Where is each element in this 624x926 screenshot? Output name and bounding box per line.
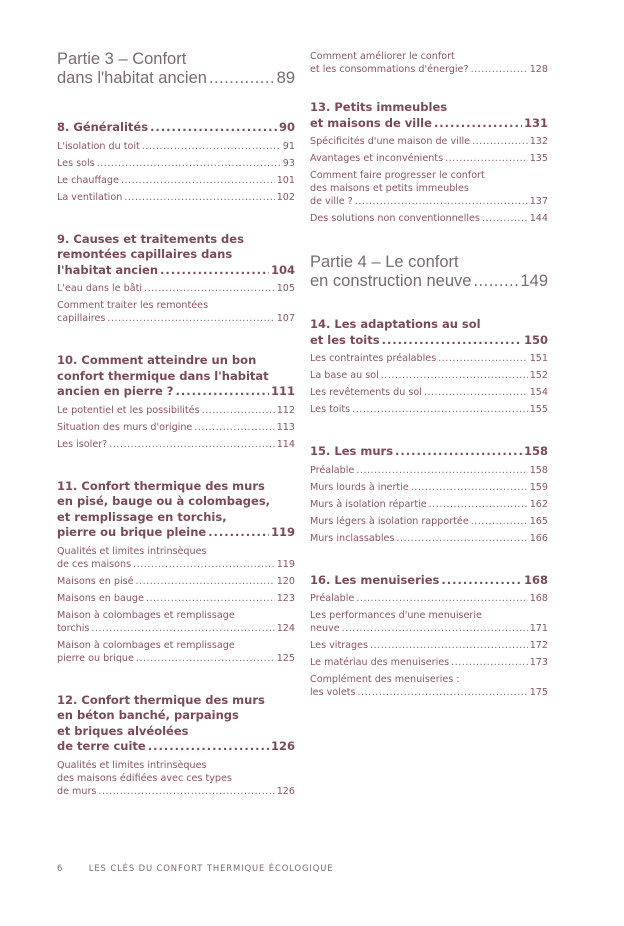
chapter-title-page: 111 (270, 384, 295, 398)
toc-entry-text: La ventilation (57, 191, 123, 203)
chapter-title-text: 16. Les menuiseries (310, 572, 440, 587)
toc-entry-text: de ville ? (310, 196, 353, 207)
toc-entry-page: 137 (529, 196, 548, 207)
toc-entry-page: 165 (529, 515, 548, 527)
chapter-title (310, 100, 548, 131)
chapter-title (310, 573, 548, 589)
toc-entry (57, 759, 295, 798)
chapter-title-line: 11. Confort thermique des murs (57, 478, 265, 493)
toc-entry-page: 120 (276, 575, 295, 587)
toc-entry-page: 114 (276, 438, 295, 450)
chapter-title-row (57, 739, 295, 755)
toc-entry (310, 609, 548, 635)
chapter-title-text: l'habitat ancien (57, 262, 159, 277)
chapter-title (57, 232, 295, 279)
toc-entry-row (57, 652, 295, 665)
page-footer (57, 863, 333, 873)
part-4-title (310, 253, 548, 291)
toc-entry (310, 673, 548, 699)
toc-entry-page: 166 (529, 532, 548, 544)
toc-entry (57, 299, 295, 325)
chapter-title-row (57, 120, 295, 136)
toc-entry-text: Préalable (310, 593, 355, 604)
toc-entry-page: 171 (529, 623, 548, 634)
chapter-left-4 (57, 693, 295, 798)
toc-entry (310, 212, 548, 225)
chapter-title-text: de terre cuite (57, 739, 146, 753)
toc-entry (57, 575, 295, 588)
toc-entry-page: 135 (529, 153, 548, 164)
chapter-title-page: 104 (270, 262, 295, 277)
chapter-title-page: 90 (278, 120, 295, 134)
part-3-page: 89 (276, 69, 295, 87)
toc-entry-text: de ces maisons (57, 558, 132, 570)
chapter-title (310, 317, 548, 348)
toc-entry-line: des maisons édifiées avec ces types (57, 772, 232, 784)
chapter-title-line: 10. Comment atteindre un bon (57, 353, 257, 367)
toc-entry (310, 592, 548, 605)
toc-entry (57, 174, 295, 187)
chapter-title-line: et briques alvéolées (57, 723, 189, 738)
chapter-title-line: remontées capillaires dans (57, 247, 233, 261)
toc-entry-line: Les performances d'une menuiserie (310, 610, 482, 621)
chapter-title-line: 12. Confort thermique des murs (57, 692, 265, 707)
toc-entry-text: Murs à isolation répartie (310, 498, 427, 510)
toc-entry-text: Murs inclassables (310, 532, 395, 544)
toc-entry-text: Maisons en bauge (57, 592, 144, 604)
chapter-title (57, 353, 295, 400)
toc-entry-text: torchis (57, 622, 90, 634)
toc-entry (57, 421, 295, 434)
toc-entry-row (57, 404, 295, 417)
toc-entry-page: 119 (276, 558, 295, 570)
toc-entry-line: Qualités et limites intrinsèques (57, 545, 207, 557)
toc-entry-text: Spécificités d'une maison de ville (310, 136, 471, 147)
toc-entry (310, 352, 548, 365)
toc-entry-text: Les vitrages (310, 640, 369, 651)
toc-entry-row (310, 515, 548, 528)
chapter-title-text: pierre ou brique pleine (57, 525, 207, 539)
toc-entry (57, 191, 295, 204)
toc-entry (310, 403, 548, 416)
toc-entry (310, 50, 548, 76)
toc-entry-row (57, 558, 295, 571)
chapter-title-text: ancien en pierre ? (57, 384, 174, 398)
toc-entry (310, 639, 548, 652)
toc-entry-row (310, 481, 548, 494)
chapter-right-b-0 (310, 317, 548, 416)
chapter-right-b-2 (310, 573, 548, 700)
part-3-line2: dans l'habitat ancien (57, 69, 207, 87)
chapter-right-a-0 (310, 100, 548, 225)
toc-entry-text: pierre ou brique (57, 652, 134, 664)
chapter-title (310, 444, 548, 460)
right-chapter-list-b (310, 317, 548, 699)
toc-entry-page: 112 (276, 404, 295, 416)
toc-entry-page: 144 (529, 213, 548, 224)
toc-entry-text: Les contraintes préalables (310, 353, 437, 364)
toc-entry-text: Les toits (310, 404, 351, 415)
toc-entry-page: 155 (529, 404, 548, 415)
toc-entry (57, 438, 295, 451)
toc-entry-row (57, 575, 295, 588)
toc-entry-page: 154 (529, 387, 548, 398)
toc-entry (310, 135, 548, 148)
footer-book-title: LES CLÉS DU CONFORT THERMIQUE ÉCOLOGIQUE (88, 863, 334, 873)
toc-entry-text: Les sols (57, 157, 95, 169)
toc-entry (57, 592, 295, 605)
chapter-left-2 (57, 353, 295, 451)
toc-entry (310, 498, 548, 511)
toc-entry-page: 102 (276, 191, 295, 203)
chapter-title-row (57, 525, 295, 541)
toc-entry-page: 93 (282, 157, 295, 169)
chapter-title-text: 8. Généralités (57, 120, 149, 134)
chapter-title-row (57, 263, 295, 279)
left-chapter-list (57, 120, 295, 798)
toc-entry-row (57, 140, 295, 153)
toc-entry-text: capillaires (57, 313, 106, 324)
toc-entry-row (310, 464, 548, 477)
toc-entry-text: Situation des murs d'origine (57, 421, 193, 433)
toc-entry (310, 515, 548, 528)
toc-entry-row (57, 191, 295, 204)
chapter-title-row (310, 116, 548, 132)
toc-entry-text: Murs lourds à inertie (310, 481, 409, 493)
chapter-title-line: confort thermique dans l'habitat (57, 368, 269, 383)
right-chapter-list-a (310, 100, 548, 225)
toc-entry-row (57, 438, 295, 451)
toc-entry (310, 481, 548, 494)
part-4-line2: en construction neuve (310, 272, 472, 290)
toc-entry-text: L'isolation du toit (57, 140, 140, 152)
toc-entry-page: 101 (276, 174, 295, 186)
chapter-title-row (310, 444, 548, 460)
toc-entry-page: 172 (529, 640, 548, 651)
chapter-title-text: et les toits (310, 332, 380, 347)
toc-entry-line: Comment faire progresser le confort (310, 170, 485, 181)
toc-entry-page: 158 (529, 464, 548, 476)
toc-entry (310, 532, 548, 545)
footer-page-number: 6 (57, 863, 64, 873)
toc-entry-row (310, 498, 548, 511)
toc-entry-page: 126 (276, 785, 295, 797)
chapter-title-row (310, 333, 548, 349)
toc-entry-text: Murs légers à isolation rapportée (310, 515, 469, 527)
toc-entry-text: Préalable (310, 464, 355, 476)
chapter-left-3 (57, 479, 295, 665)
toc-entry-text: les volets (310, 687, 356, 698)
toc-entry-text: Les revêtements du sol (310, 387, 422, 398)
toc-entry-row (310, 686, 548, 699)
toc-entry-page: 91 (282, 140, 295, 152)
toc-entry (310, 369, 548, 382)
chapter-title (57, 479, 295, 541)
chapter-title-row (310, 573, 548, 589)
toc-entry-text: neuve (310, 623, 340, 634)
toc-entry (310, 464, 548, 477)
toc-entry-text: Maisons en pisé (57, 575, 134, 587)
chapter-title-page: 168 (523, 572, 548, 587)
toc-entry-row (310, 532, 548, 545)
toc-entry-line: Complément des menuiseries : (310, 674, 460, 685)
toc-entry-text: et les consommations d'énergie? (310, 64, 469, 75)
chapter-title-page: 131 (523, 115, 548, 130)
toc-entry-line: des maisons et petits immeubles (310, 183, 469, 194)
toc-entry-row (310, 386, 548, 399)
toc-entry-row (310, 63, 548, 76)
toc-entry-line: Maison à colombages et remplissage (57, 639, 235, 651)
chapter-title-page: 126 (270, 739, 295, 753)
left-column (57, 50, 295, 826)
toc-entry (57, 157, 295, 170)
chapter-left-1 (57, 232, 295, 326)
chapter-title-page: 119 (270, 525, 295, 539)
toc-entry-page: 132 (529, 136, 548, 147)
toc-entry-row (57, 157, 295, 170)
toc-entry-row (310, 195, 548, 208)
toc-entry-text: La base au sol (310, 370, 379, 381)
toc-entry (57, 609, 295, 635)
toc-entry-row (310, 369, 548, 382)
chapter-title-row (57, 384, 295, 400)
toc-entry (57, 639, 295, 665)
toc-entry-page: 159 (529, 481, 548, 493)
toc-entry (310, 169, 548, 208)
toc-entry (310, 386, 548, 399)
toc-entry-row (57, 174, 295, 187)
toc-entry-row (310, 135, 548, 148)
toc-entry-page: 105 (276, 283, 295, 294)
toc-entry-row (310, 152, 548, 165)
toc-entry-page: 151 (529, 353, 548, 364)
toc-entry-text: de murs (57, 785, 97, 797)
chapter-title-page: 158 (523, 444, 548, 458)
toc-entry-text: Le matériau des menuiseries (310, 657, 450, 668)
chapter-title (57, 693, 295, 755)
toc-entry-text: Des solutions non conventionnelles (310, 213, 480, 224)
toc-entry-row (57, 282, 295, 295)
chapter-title-text: 15. Les murs (310, 444, 394, 458)
chapter-title-line: en pisé, bauge ou à colombages, (57, 494, 271, 508)
toc-entry-line: Comment améliorer le confort (310, 51, 455, 62)
chapter-title-line: en béton banché, parpaings (57, 708, 239, 722)
toc-entry-page: 123 (276, 592, 295, 604)
toc-entry-row (57, 785, 295, 798)
toc-entry-row (310, 212, 548, 225)
toc-entry-row (310, 403, 548, 416)
chapter-title-line: 13. Petits immeubles (310, 100, 448, 114)
toc-entry-row (57, 421, 295, 434)
toc-entry-row (310, 592, 548, 605)
chapter-right-b-1 (310, 444, 548, 545)
toc-entry-text: L'eau dans le bâti (57, 283, 143, 294)
toc-entry-page: 175 (529, 687, 548, 698)
toc-entry (57, 140, 295, 153)
toc-entry-text: Les isoler? (57, 438, 108, 450)
toc-entry (57, 545, 295, 571)
toc-entry-row (310, 352, 548, 365)
toc-entry (310, 152, 548, 165)
toc-entry-row (310, 656, 548, 669)
chapter-title-text: et maisons de ville (310, 115, 432, 130)
toc-entry-page: 125 (276, 652, 295, 664)
toc-entry-page: 152 (529, 370, 548, 381)
chapter-left-0 (57, 120, 295, 204)
part-4-line2-row (310, 272, 548, 291)
toc-entry-line: Maison à colombages et remplissage (57, 609, 235, 621)
chapter-title-line: et remplissage en torchis, (57, 509, 227, 524)
toc-entry-page: 162 (529, 498, 548, 510)
toc-entry-row (57, 312, 295, 325)
toc-entry (310, 656, 548, 669)
chapter-title-page: 150 (523, 332, 548, 347)
toc-entry-page: 168 (529, 593, 548, 604)
toc-entry-row (57, 622, 295, 635)
part-3-line1: Partie 3 – Confort (57, 50, 187, 68)
toc-entry (57, 282, 295, 295)
toc-entry-page: 128 (529, 64, 548, 75)
chapter-title (57, 120, 295, 136)
right-column (310, 50, 548, 727)
toc-entry-row (57, 592, 295, 605)
part-3-title (57, 50, 295, 88)
chapter-title-line: 9. Causes et traitements des (57, 231, 244, 246)
toc-entry-text: Le chauffage (57, 174, 119, 186)
toc-entry-page: 113 (276, 421, 295, 433)
toc-entry-page: 107 (276, 313, 295, 324)
toc-entry-page: 124 (276, 622, 295, 634)
part-4-page: 149 (520, 272, 548, 290)
toc-entry-line: Qualités et limites intrinsèques (57, 759, 207, 771)
toc-entry-text: Avantages et inconvénients (310, 153, 444, 164)
right-top-entries (310, 50, 548, 76)
toc-entry (57, 404, 295, 417)
chapter-title-line: 14. Les adaptations au sol (310, 317, 481, 331)
toc-entry-line: Comment traiter les remontées (57, 300, 209, 311)
part-4-line1: Partie 4 – Le confort (310, 253, 459, 271)
toc-entry-row (310, 622, 548, 635)
toc-entry-text: Le potentiel et les possibilités (57, 404, 200, 416)
toc-entry-row (310, 639, 548, 652)
toc-entry-page: 173 (529, 657, 548, 668)
part-3-line2-row (57, 69, 295, 88)
